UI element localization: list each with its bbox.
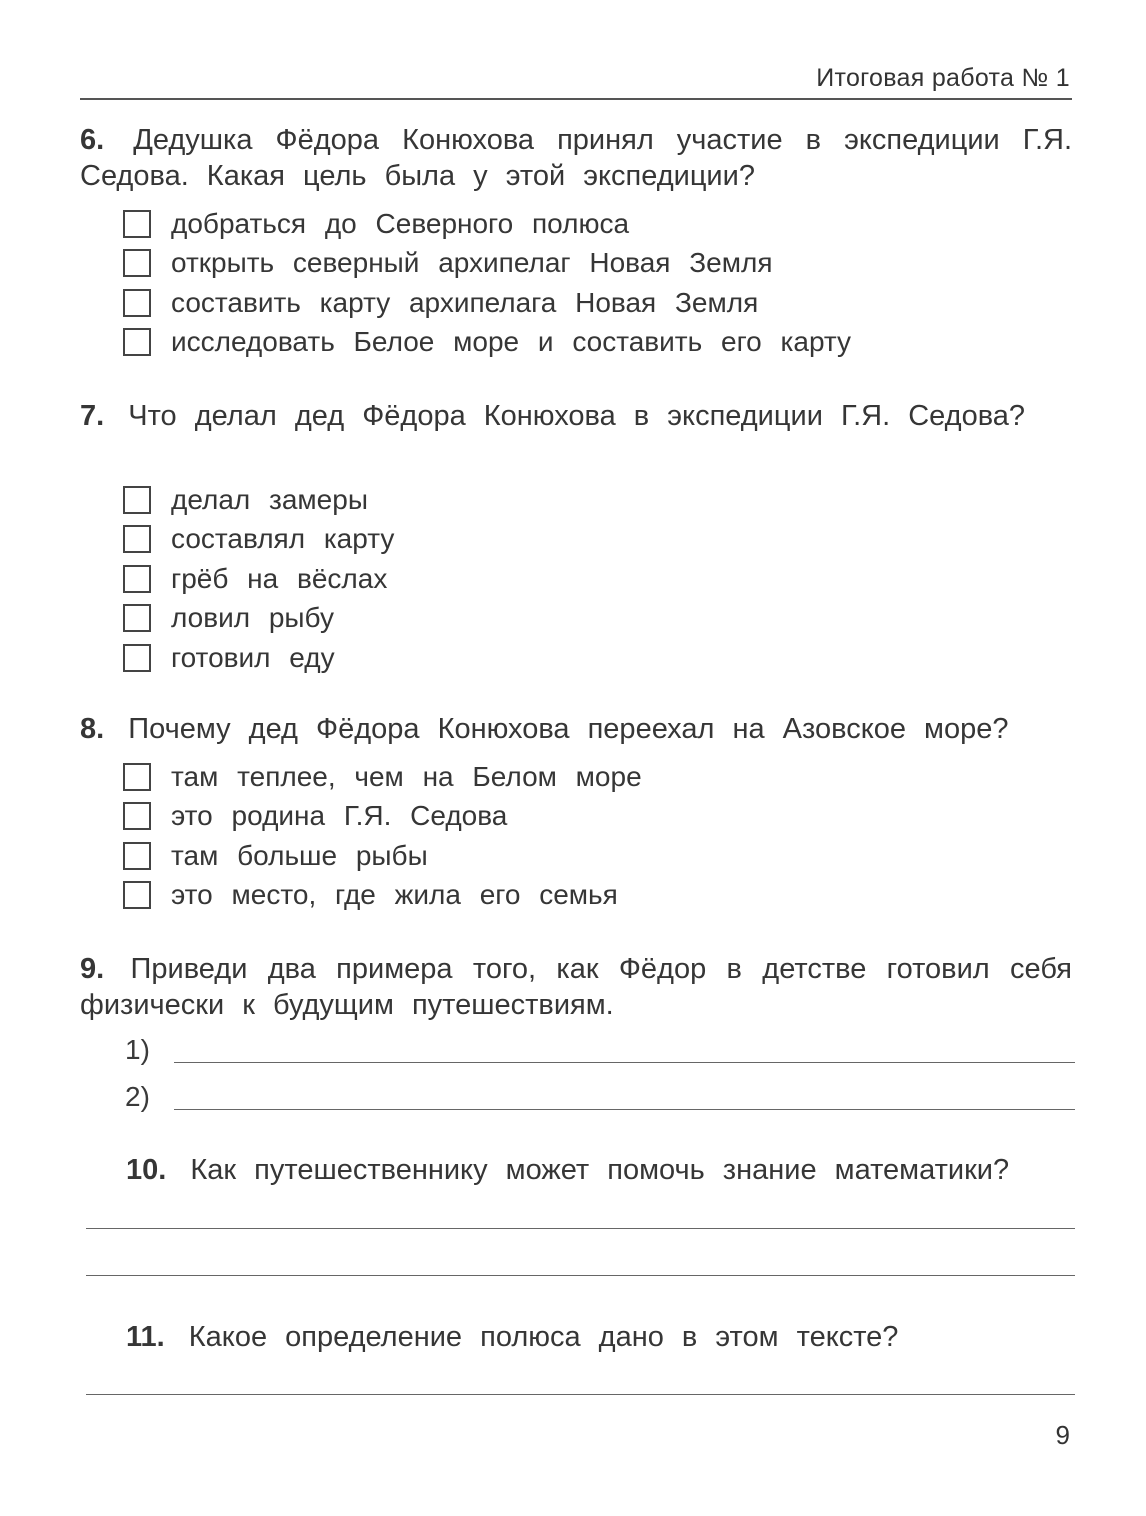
answer-line-5[interactable] — [86, 1394, 1075, 1395]
option-checkbox[interactable] — [123, 604, 151, 632]
answer-line-2[interactable] — [174, 1109, 1075, 1110]
header-divider — [80, 98, 1072, 100]
option-item[interactable] — [123, 757, 642, 797]
question-7 — [80, 398, 1072, 434]
answer-number-2: 2) — [125, 1081, 150, 1112]
option-checkbox[interactable] — [123, 842, 151, 870]
option-item[interactable] — [123, 638, 394, 678]
option-item[interactable] — [123, 323, 851, 363]
option-item[interactable] — [123, 876, 642, 916]
option-label: там больше рыбы — [171, 839, 428, 871]
option-label: готовил еду — [171, 641, 335, 673]
question-10 — [126, 1152, 1072, 1188]
option-checkbox[interactable] — [123, 802, 151, 830]
question-number: 11. — [126, 1321, 165, 1353]
question-6-options — [123, 204, 851, 362]
page-header-title: Итоговая работа № 1 — [816, 64, 1070, 92]
option-checkbox[interactable] — [123, 486, 151, 514]
answer-line-3[interactable] — [86, 1228, 1075, 1229]
question-number: 10. — [126, 1154, 167, 1186]
question-text: Приведи два примера того, как Фёдор в детстве готовил себя физически к будущим путешествиям. — [80, 953, 1073, 1021]
option-label: составить карту архипелага Новая Земля — [171, 286, 759, 318]
option-label: добраться до Северного полюса — [171, 207, 630, 239]
option-label: ловил рыбу — [171, 602, 334, 634]
option-item[interactable] — [123, 480, 394, 520]
answer-line-4[interactable] — [86, 1275, 1075, 1276]
option-label: исследовать Белое море и составить его карту — [171, 326, 852, 358]
question-number: 7. — [80, 400, 105, 432]
answer-number-1: 1) — [125, 1034, 150, 1065]
option-checkbox[interactable] — [123, 881, 151, 909]
option-label: составлял карту — [171, 523, 395, 555]
option-checkbox[interactable] — [123, 565, 151, 593]
option-label: открыть северный архипелаг Новая Земля — [171, 247, 773, 279]
option-checkbox[interactable] — [123, 249, 151, 277]
option-item[interactable] — [123, 836, 642, 876]
option-item[interactable] — [123, 244, 851, 284]
question-number: 6. — [80, 124, 105, 156]
option-item[interactable] — [123, 204, 851, 244]
question-text: Почему дед Фёдора Конюхова переехал на Азовское море? — [128, 713, 1009, 745]
option-item[interactable] — [123, 283, 851, 323]
question-text: Какое определение полюса дано в этом тексте? — [188, 1321, 899, 1353]
option-item[interactable] — [123, 599, 394, 639]
option-checkbox[interactable] — [123, 763, 151, 791]
option-label: делал замеры — [171, 483, 368, 515]
option-label: это родина Г.Я. Седова — [171, 800, 508, 832]
question-11 — [126, 1319, 1072, 1355]
question-text: Что делал дед Фёдора Конюхова в экспедиции Г.Я. Седова? — [128, 400, 1026, 432]
option-item[interactable] — [123, 797, 642, 837]
option-label: грёб на вёслах — [171, 562, 388, 594]
question-text: Дедушка Фёдора Конюхова принял участие в экспедиции Г.Я. Седова. Какая цель была у этой экспедиции? — [80, 124, 1073, 192]
question-number: 9. — [80, 953, 105, 985]
answer-line-1[interactable] — [174, 1062, 1075, 1063]
question-6 — [80, 122, 1072, 194]
option-label: там теплее, чем на Белом море — [171, 760, 642, 792]
option-checkbox[interactable] — [123, 289, 151, 317]
option-item[interactable] — [123, 520, 394, 560]
question-7-options — [123, 480, 394, 678]
question-text: Как путешественнику может помочь знание математики? — [190, 1154, 1010, 1186]
option-checkbox[interactable] — [123, 525, 151, 553]
question-8 — [80, 711, 1072, 747]
question-9 — [80, 951, 1072, 1023]
option-item[interactable] — [123, 559, 394, 599]
option-checkbox[interactable] — [123, 328, 151, 356]
option-label: это место, где жила его семья — [171, 879, 618, 911]
option-checkbox[interactable] — [123, 644, 151, 672]
question-number: 8. — [80, 713, 105, 745]
page-number: 9 — [1055, 1420, 1070, 1450]
option-checkbox[interactable] — [123, 210, 151, 238]
question-8-options — [123, 757, 642, 915]
